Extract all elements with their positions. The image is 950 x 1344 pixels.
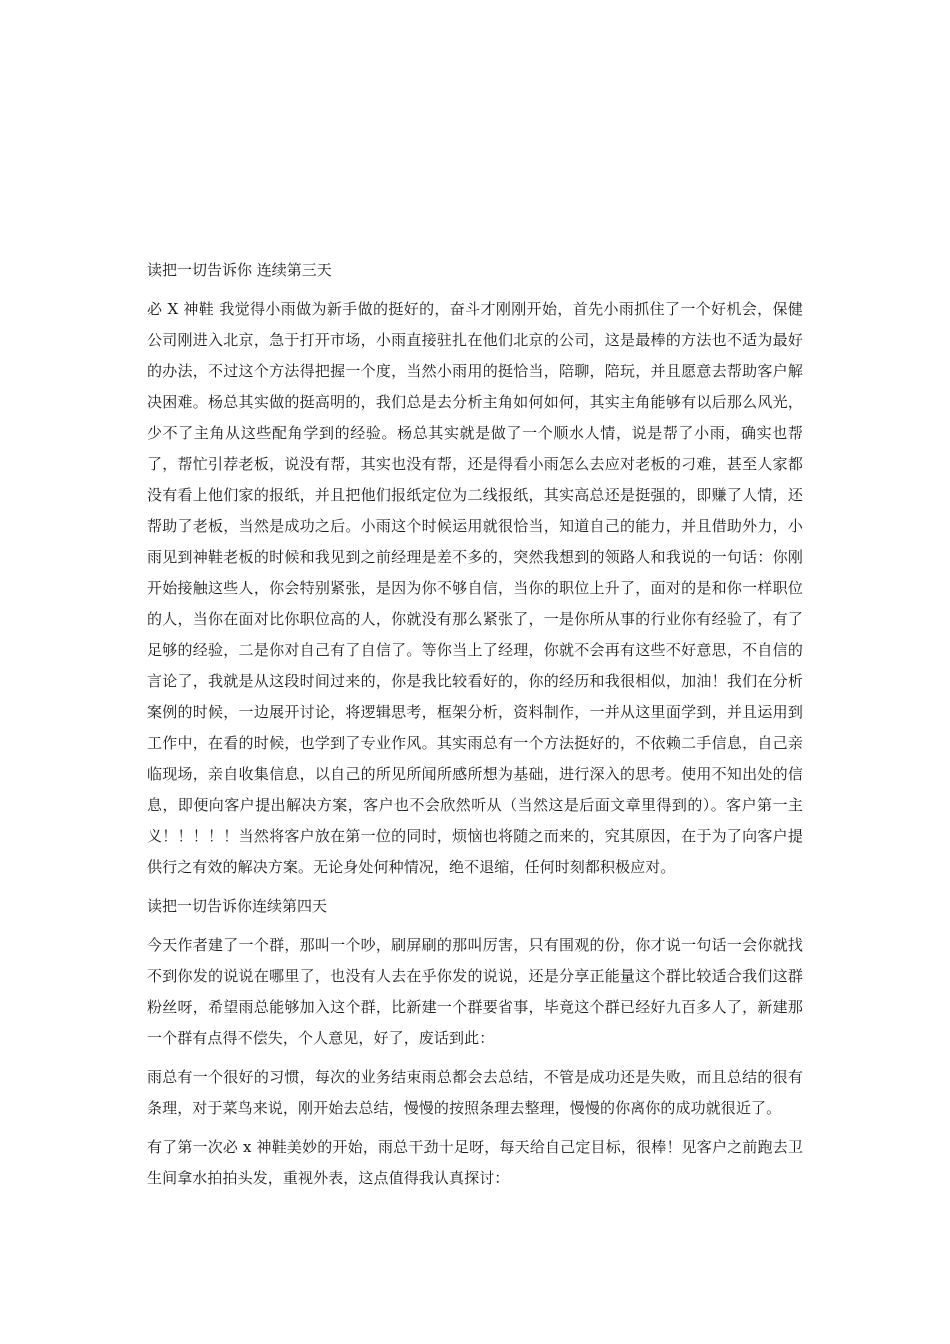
paragraph: 必 X 神鞋 我觉得小雨做为新手做的挺好的，奋斗才刚刚开始，首先小雨抓住了一个好机会，保健公司刚进入北京，急于打开市场，小雨直接驻扎在他们北京的公司，这是最棒的方法也不适为最好的办法，不过这个方法得把握一个度，当然小雨用的挺恰当，陪聊，陪玩，并且愿意去帮助客户解决困难。杨总其实做的挺高明的，我们总是去分析主角如何如何，其实主角能够有以后那么风光，少不了主角从这些配角学到的经验。杨总其实就是做了一个顺水人情，说是帮了小雨，确实也帮了，帮忙引荐老板，说没有帮，其实也没有帮，还是得看小雨怎么去应对老板的刁难，甚至人家都没有看上他们家的报纸，并且把他们报纸定位为二线报纸，其实高总还是挺强的，即赚了人情，还帮助了老板，当然是成功之后。小雨这个时候运用就很恰当，知道自己的能力，并且借助外力，小雨见到神鞋老板的时候和我见到之前经理是差不多的，突然我想到的领路人和我说的一句话：你刚开始接触这些人，你会特别紧张，是因为你不够自信，当你的职位上升了，面对的是和你一样职位的人，当你在面对比你职位高的人，你就没有那么紧张了，一是你所从事的行业你有经验了，有了足够的经验，二是你对自己有了自信了。等你当上了经理，你就不会再有这些不好意思，不自信的言论了，我就是从这段时间过来的，你是我比较看好的，你的经历和我很相似，加油！我们在分析案例的时候，一边展开讨论，将逻辑思考，框架分析，资料制作，一并从这里面学到，并且运用到工作中，在看的时候，也学到了专业作风。其实雨总有一个方法挺好的，不依赖二手信息，自己亲临现场，亲自收集信息，以自己的所见所闻所感所想为基础，进行深入的思考。使用不知出处的信息，即便向客户提出解决方案，客户也不会欣然听从（当然这是后面文章里得到的）。客户第一主义！！！！！当然将客户放在第一位的同时，烦恼也将随之而来的，究其原因，在于为了向客户提供行之有效的解决方案。无论身处何种情况，绝不退缩，任何时刻都积极应对。 [147, 300, 803, 876]
section-heading: 读把一切告诉你连续第四天 [147, 897, 328, 915]
paragraph: 雨总有一个很好的习惯，每次的业务结束雨总都会去总结，不管是成功还是失败，而且总结的很有条理，对于菜鸟来说，刚开始去总结，慢慢的按照条理去整理，慢慢的你离你的成功就很近了。 [147, 1068, 803, 1117]
paragraph: 今天作者建了一个群，那叫一个吵，刷屏刷的那叫厉害，只有围观的份，你才说一句话一会你就找不到你发的说说在哪里了，也没有人去在乎你发的说说，还是分享正能量这个群比较适合我们这群粉丝呀，希望雨总能够加入这个群，比新建一个群要省事，毕竟这个群已经好九百多人了，新建那一个群有点得不偿失，个人意见，好了，废话到此： [147, 936, 803, 1047]
document-page [147, 255, 803, 1202]
paragraph: 有了第一次必 x 神鞋美妙的开始，雨总干劲十足呀，每天给自己定目标，很棒！见客户之前跑去卫生间拿水拍拍头发，重视外表，这点值得我认真探讨： [147, 1138, 803, 1187]
section-heading: 读把一切告诉你 连续第三天 [147, 261, 332, 279]
